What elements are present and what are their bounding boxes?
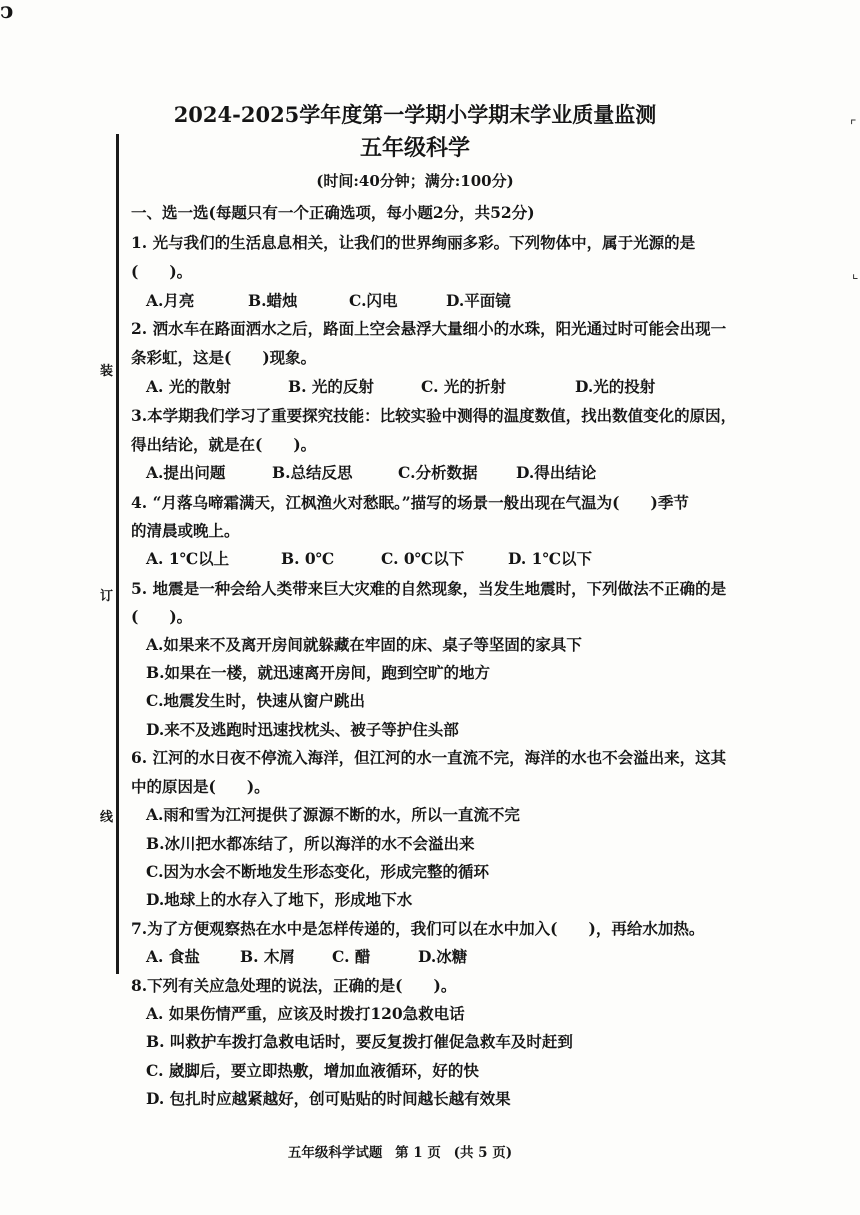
option-d: D. 包扎时应越紧越好，创可贴贴的时间越长越有效果 [146,1089,511,1108]
question-text: 3.本学期我们学习了重要探究技能：比较实验中测得的温度数值，找出数值变化的原因， [131,406,737,425]
question-text: 条彩虹，这是( )现象。 [131,348,317,367]
question-text: 6. 江河的水日夜不停流入海洋，但江河的水一直流不完，海洋的水也不会溢出来，这其 [131,748,727,767]
option-a: A. 光的散射 [146,377,231,396]
option-c: C.分析数据 [398,463,478,482]
option-b: B. 木屑 [240,947,295,966]
footer-page-number: 第 1 页 [395,1145,441,1161]
option-c: C.地震发生时，快速从窗户跳出 [146,691,365,710]
question-text: ( )。 [131,262,193,281]
option-c: C.闪电 [349,291,398,310]
option-a: A.雨和雪为江河提供了源源不断的水，所以一直流不完 [146,805,520,824]
option-c: C. 醋 [332,947,371,966]
exam-title: 2024-2025学年度第一学期小学期末学业质量监测 [173,102,657,127]
section-heading: 一、选一选(每题只有一个正确选项，每小题2分，共52分) [131,203,535,222]
question-text: 的清晨或晚上。 [131,521,240,540]
option-c: C. 崴脚后，要立即热敷，增加血液循环，好的快 [146,1061,479,1080]
option-d: D.平面镜 [446,291,511,310]
binding-line [116,134,119,974]
option-a: A.提出问题 [146,463,226,482]
option-b: B. 叫救护车拨打急救电话时，要反复拨打催促急救车及时赶到 [146,1032,573,1051]
option-d: D.得出结论 [516,463,597,482]
option-a: A.月亮 [146,291,195,310]
crop-mark: ⌜ [850,118,857,134]
question-text: 2. 洒水车在路面洒水之后，路面上空会悬浮大量细小的水珠，阳光通过时可能会出现一 [131,319,727,338]
option-a: A. 食盐 [146,947,200,966]
option-c: C. 光的折射 [421,377,506,396]
option-a: A. 如果伤情严重，应该及时拨打120急救电话 [146,1004,465,1023]
question-text: 5. 地震是一种会给人类带来巨大灾难的自然现象，当发生地震时，下列做法不正确的是 [131,579,727,598]
margin-mark: 线 [100,810,114,825]
option-c: C.因为水会不断地发生形态变化，形成完整的循环 [146,862,489,881]
option-d: D.冰糖 [418,947,468,966]
page-footer [0,1141,800,1161]
question-text: 得出结论，就是在( )。 [131,435,317,454]
option-a: A. 1℃以上 [146,549,230,568]
margin-mark: 订 [100,589,114,604]
question-text: 8.下列有关应急处理的说法，正确的是( )。 [131,976,457,995]
question-text: 4. “月落乌啼霜满天，江枫渔火对愁眠。”描写的场景一般出现在气温为( )季节 [131,493,689,512]
option-b: B.冰川把水都冻结了，所以海洋的水不会溢出来 [146,834,475,853]
option-b: B. 0℃ [281,549,335,568]
exam-subtitle: 五年级科学 [359,135,470,161]
option-a: A.如果来不及离开房间就躲藏在牢固的床、桌子等坚固的家具下 [146,635,582,654]
option-d: D.光的投射 [575,377,656,396]
scan-corner-mark: ↄ [0,0,14,24]
question-text: 7.为了方便观察热在水中是怎样传递的，我们可以在水中加入( )，再给水加热。 [131,919,705,938]
margin-mark: 装 [100,364,114,379]
option-b: B.蜡烛 [248,291,298,310]
option-b: B.如果在一楼，就迅速离开房间，跑到空旷的地方 [146,663,490,682]
option-d: D.地球上的水存入了地下，形成地下水 [146,890,413,909]
question-text: 中的原因是( )。 [131,777,270,796]
footer-exam-name: 五年级科学试题 [287,1145,383,1161]
option-b: B.总结反思 [272,463,353,482]
footer-total-pages: (共 5 页) [453,1145,513,1161]
crop-mark: ⌞ [852,266,859,282]
question-text: 1. 光与我们的生活息息相关，让我们的世界绚丽多彩。下列物体中，属于光源的是 [131,233,696,252]
option-d: D. 1℃以下 [508,549,593,568]
option-c: C. 0℃以下 [381,549,465,568]
option-d: D.来不及逃跑时迅速找枕头、被子等护住头部 [146,720,459,739]
option-b: B. 光的反射 [288,377,374,396]
question-text: ( )。 [131,607,193,626]
time-score-info: (时间:40分钟；满分:100分) [316,172,514,190]
